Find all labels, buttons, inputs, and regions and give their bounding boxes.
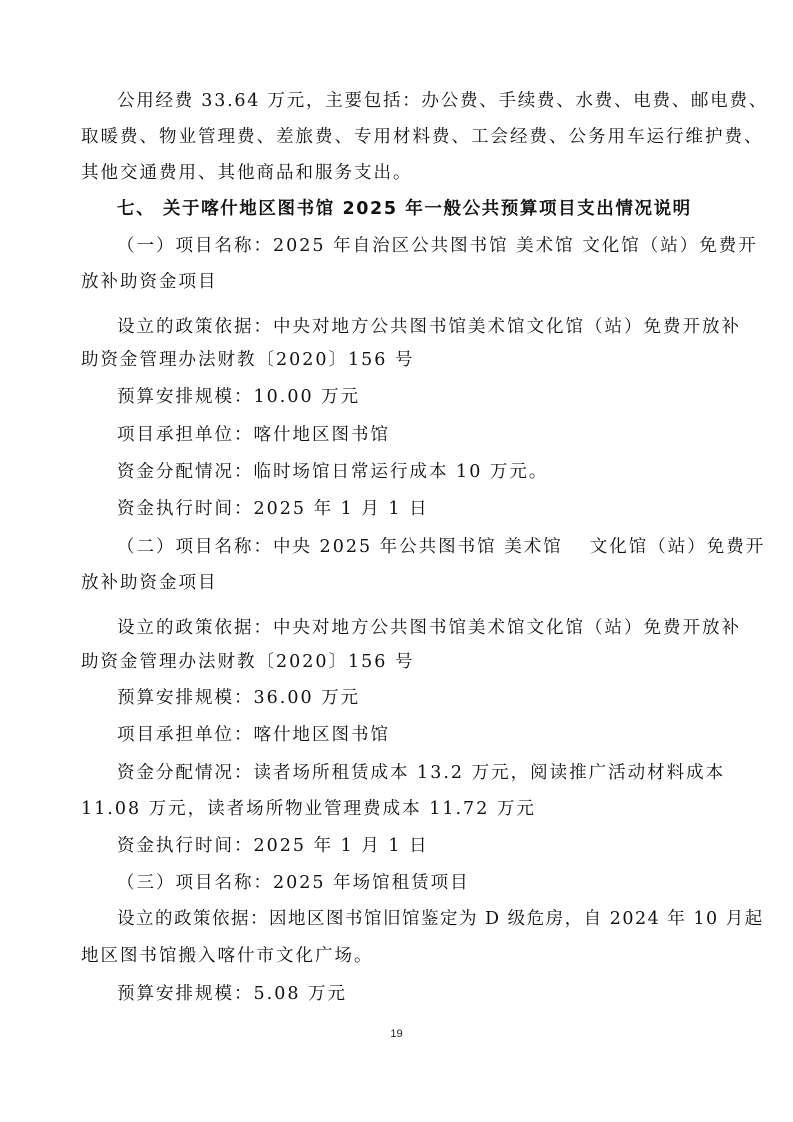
paragraph-line: 预算安排规模：36.00 万元: [117, 688, 361, 708]
paragraph-line: 资金执行时间：2025 年 1 月 1 日: [117, 499, 429, 519]
paragraph-line: 放补助资金项目: [81, 272, 218, 292]
paragraph-line: 资金执行时间：2025 年 1 月 1 日: [117, 836, 429, 856]
paragraph-line: 放补助资金项目: [81, 573, 218, 593]
paragraph-line: 公用经费 33.64 万元，主要包括：办公费、手续费、水费、电费、邮电费、: [117, 91, 768, 111]
paragraph-line: 资金分配情况：临时场馆日常运行成本 10 万元。: [117, 462, 549, 482]
paragraph-line: 其他交通费用、其他商品和服务支出。: [81, 163, 413, 183]
paragraph-line: （二）项目名称：中央 2025 年公共图书馆 美术馆 文化馆（站）免费开: [117, 537, 766, 557]
paragraph-line: 设立的政策依据：因地区图书馆旧馆鉴定为 D 级危房，自 2024 年 10 月起: [117, 909, 764, 929]
paragraph-line: 地区图书馆搬入喀什市文化广场。: [81, 946, 374, 966]
section-heading: 七、 关于喀什地区图书馆 2025 年一般公共预算项目支出情况说明: [117, 199, 692, 219]
paragraph-line: 资金分配情况：读者场所租赁成本 13.2 万元，阅读推广活动材料成本: [117, 763, 726, 783]
paragraph-line: 预算安排规模：10.00 万元: [117, 387, 361, 407]
paragraph-line: 11.08 万元，读者场所物业管理费成本 11.72 万元: [81, 799, 536, 819]
paragraph-line: 项目承担单位：喀什地区图书馆: [117, 725, 390, 745]
paragraph-line: （一）项目名称：2025 年自治区公共图书馆 美术馆 文化馆（站）免费开: [117, 236, 758, 256]
paragraph-line: 项目承担单位：喀什地区图书馆: [117, 425, 390, 445]
paragraph-line: 助资金管理办法财教〔2020〕156 号: [81, 652, 415, 672]
paragraph-line: 取暖费、物业管理费、差旅费、专用材料费、工会经费、公务用车运行维护费、: [81, 127, 764, 147]
paragraph-line: 助资金管理办法财教〔2020〕156 号: [81, 350, 415, 370]
paragraph-line: 预算安排规模：5.08 万元: [117, 984, 348, 1004]
page-number: 19: [390, 1028, 403, 1040]
paragraph-line: 设立的政策依据：中央对地方公共图书馆美术馆文化馆（站）免费开放补: [117, 317, 741, 337]
paragraph-line: 设立的政策依据：中央对地方公共图书馆美术馆文化馆（站）免费开放补: [117, 618, 741, 638]
paragraph-line: （三）项目名称：2025 年场馆租赁项目: [117, 873, 470, 893]
